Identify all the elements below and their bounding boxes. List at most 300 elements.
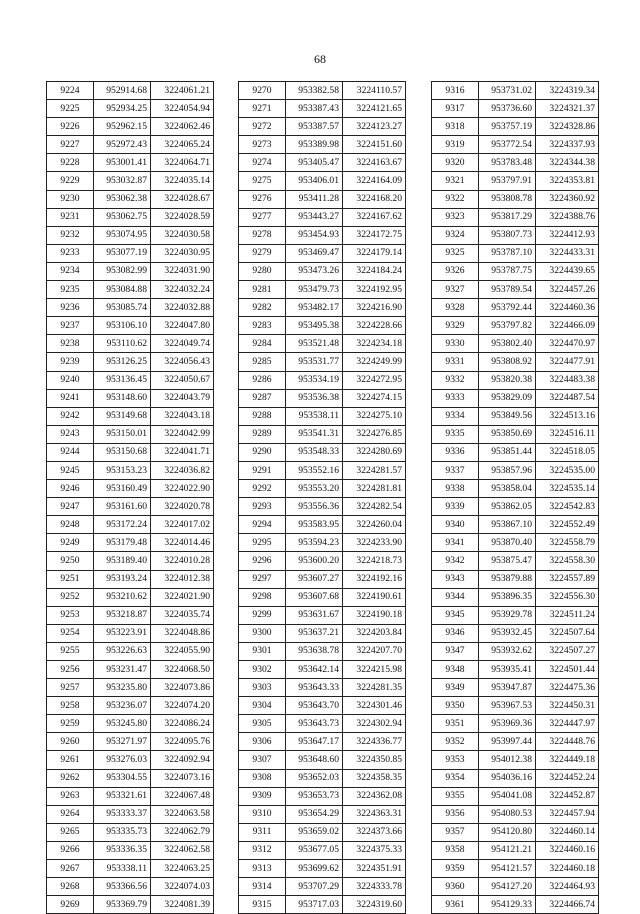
point-id-cell: 9334: [432, 407, 479, 425]
table-row: [47, 769, 214, 787]
x-coordinate-cell: 953335.73: [94, 823, 151, 841]
y-coordinate-cell: 3224184.24: [343, 262, 406, 280]
x-coordinate-cell: 953521.48: [286, 335, 343, 353]
table-row: [239, 299, 406, 317]
x-coordinate-cell: 953538.11: [286, 407, 343, 425]
x-coordinate-cell: 953707.29: [286, 878, 343, 896]
point-id-cell: 9269: [47, 896, 94, 914]
table-row: [47, 480, 214, 498]
point-id-cell: 9357: [432, 823, 479, 841]
table-row: [47, 244, 214, 262]
table-row: [239, 661, 406, 679]
y-coordinate-cell: 3224281.81: [343, 480, 406, 498]
table-row: [47, 516, 214, 534]
y-coordinate-cell: 3224450.31: [536, 697, 599, 715]
table-row: [47, 570, 214, 588]
y-coordinate-cell: 3224542.83: [536, 498, 599, 516]
point-id-cell: 9315: [239, 896, 286, 914]
x-coordinate-cell: 953652.03: [286, 769, 343, 787]
table-row: [432, 841, 599, 859]
table-row: [47, 353, 214, 371]
table-row: [432, 208, 599, 226]
y-coordinate-cell: 3224388.76: [536, 208, 599, 226]
x-coordinate-cell: 953469.47: [286, 244, 343, 262]
x-coordinate-cell: 953736.60: [479, 100, 536, 118]
coordinate-table-3: [431, 81, 599, 914]
table-row: [432, 552, 599, 570]
table-row: [239, 425, 406, 443]
x-coordinate-cell: 953807.73: [479, 226, 536, 244]
x-coordinate-cell: 954012.38: [479, 751, 536, 769]
x-coordinate-cell: 953336.35: [94, 841, 151, 859]
point-id-cell: 9254: [47, 624, 94, 642]
table-row: [432, 136, 599, 154]
x-coordinate-cell: 953153.23: [94, 461, 151, 479]
table-row: [432, 697, 599, 715]
point-id-cell: 9284: [239, 335, 286, 353]
point-id-cell: 9331: [432, 353, 479, 371]
x-coordinate-cell: 953271.97: [94, 733, 151, 751]
table-row: [239, 190, 406, 208]
y-coordinate-cell: 3224358.35: [343, 769, 406, 787]
point-id-cell: 9258: [47, 697, 94, 715]
point-id-cell: 9259: [47, 715, 94, 733]
y-coordinate-cell: 3224282.54: [343, 498, 406, 516]
x-coordinate-cell: 953387.57: [286, 118, 343, 136]
table-row: [432, 425, 599, 443]
y-coordinate-cell: 3224123.27: [343, 118, 406, 136]
point-id-cell: 9337: [432, 461, 479, 479]
table-row: [432, 389, 599, 407]
y-coordinate-cell: 3224095.76: [151, 733, 214, 751]
y-coordinate-cell: 3224344.38: [536, 154, 599, 172]
point-id-cell: 9294: [239, 516, 286, 534]
table-row: [239, 534, 406, 552]
y-coordinate-cell: 3224466.09: [536, 317, 599, 335]
x-coordinate-cell: 953797.91: [479, 172, 536, 190]
y-coordinate-cell: 3224275.10: [343, 407, 406, 425]
x-coordinate-cell: 953935.41: [479, 661, 536, 679]
y-coordinate-cell: 3224350.85: [343, 751, 406, 769]
table-row: [239, 100, 406, 118]
x-coordinate-cell: 953967.53: [479, 697, 536, 715]
x-coordinate-cell: 954127.20: [479, 878, 536, 896]
x-coordinate-cell: 953896.35: [479, 588, 536, 606]
point-id-cell: 9272: [239, 118, 286, 136]
point-id-cell: 9224: [47, 82, 94, 100]
y-coordinate-cell: 3224049.74: [151, 335, 214, 353]
x-coordinate-cell: 953867.10: [479, 516, 536, 534]
point-id-cell: 9247: [47, 498, 94, 516]
table-row: [239, 805, 406, 823]
y-coordinate-cell: 3224164.09: [343, 172, 406, 190]
table-row: [239, 642, 406, 660]
x-coordinate-cell: 953817.29: [479, 208, 536, 226]
table-row: [47, 733, 214, 751]
x-coordinate-cell: 953857.96: [479, 461, 536, 479]
x-coordinate-cell: 953276.03: [94, 751, 151, 769]
x-coordinate-cell: 952962.15: [94, 118, 151, 136]
point-id-cell: 9341: [432, 534, 479, 552]
point-id-cell: 9297: [239, 570, 286, 588]
x-coordinate-cell: 953032.87: [94, 172, 151, 190]
table-row: [432, 82, 599, 100]
table-row: [47, 371, 214, 389]
table-row: [47, 317, 214, 335]
y-coordinate-cell: 3224319.34: [536, 82, 599, 100]
point-id-cell: 9305: [239, 715, 286, 733]
y-coordinate-cell: 3224035.74: [151, 606, 214, 624]
x-coordinate-cell: 953600.20: [286, 552, 343, 570]
y-coordinate-cell: 3224475.36: [536, 679, 599, 697]
point-id-cell: 9302: [239, 661, 286, 679]
point-id-cell: 9352: [432, 733, 479, 751]
x-coordinate-cell: 953210.62: [94, 588, 151, 606]
x-coordinate-cell: 953653.73: [286, 787, 343, 805]
table-row: [432, 516, 599, 534]
x-coordinate-cell: 954121.57: [479, 860, 536, 878]
x-coordinate-cell: 953850.69: [479, 425, 536, 443]
x-coordinate-cell: 953757.19: [479, 118, 536, 136]
x-coordinate-cell: 953084.88: [94, 281, 151, 299]
table-row: [432, 588, 599, 606]
point-id-cell: 9282: [239, 299, 286, 317]
x-coordinate-cell: 953454.93: [286, 226, 343, 244]
point-id-cell: 9348: [432, 661, 479, 679]
point-id-cell: 9298: [239, 588, 286, 606]
point-id-cell: 9322: [432, 190, 479, 208]
y-coordinate-cell: 3224470.97: [536, 335, 599, 353]
y-coordinate-cell: 3224280.69: [343, 443, 406, 461]
x-coordinate-cell: 953858.04: [479, 480, 536, 498]
table-row: [239, 407, 406, 425]
y-coordinate-cell: 3224218.73: [343, 552, 406, 570]
table-row: [432, 443, 599, 461]
table-row: [47, 751, 214, 769]
y-coordinate-cell: 3224074.20: [151, 697, 214, 715]
table-row: [239, 570, 406, 588]
table-row: [47, 389, 214, 407]
y-coordinate-cell: 3224281.57: [343, 461, 406, 479]
point-id-cell: 9323: [432, 208, 479, 226]
y-coordinate-cell: 3224460.16: [536, 841, 599, 859]
point-id-cell: 9359: [432, 860, 479, 878]
x-coordinate-cell: 953789.54: [479, 281, 536, 299]
x-coordinate-cell: 953647.17: [286, 733, 343, 751]
table-row: [47, 606, 214, 624]
y-coordinate-cell: 3224074.03: [151, 878, 214, 896]
y-coordinate-cell: 3224048.86: [151, 624, 214, 642]
point-id-cell: 9299: [239, 606, 286, 624]
table-row: [239, 498, 406, 516]
point-id-cell: 9274: [239, 154, 286, 172]
point-id-cell: 9330: [432, 335, 479, 353]
table-row: [432, 118, 599, 136]
point-id-cell: 9267: [47, 860, 94, 878]
x-coordinate-cell: 953797.82: [479, 317, 536, 335]
x-coordinate-cell: 952914.68: [94, 82, 151, 100]
x-coordinate-cell: 953382.58: [286, 82, 343, 100]
y-coordinate-cell: 3224466.74: [536, 896, 599, 914]
table-row: [239, 679, 406, 697]
y-coordinate-cell: 3224518.05: [536, 443, 599, 461]
table-row: [432, 262, 599, 280]
y-coordinate-cell: 3224022.90: [151, 480, 214, 498]
y-coordinate-cell: 3224032.24: [151, 281, 214, 299]
y-coordinate-cell: 3224168.20: [343, 190, 406, 208]
point-id-cell: 9293: [239, 498, 286, 516]
point-id-cell: 9240: [47, 371, 94, 389]
y-coordinate-cell: 3224260.04: [343, 516, 406, 534]
table-row: [239, 860, 406, 878]
table-row: [47, 805, 214, 823]
point-id-cell: 9325: [432, 244, 479, 262]
y-coordinate-cell: 3224068.50: [151, 661, 214, 679]
y-coordinate-cell: 3224073.86: [151, 679, 214, 697]
table-row: [47, 697, 214, 715]
x-coordinate-cell: 953389.98: [286, 136, 343, 154]
point-id-cell: 9326: [432, 262, 479, 280]
y-coordinate-cell: 3224353.81: [536, 172, 599, 190]
x-coordinate-cell: 953473.26: [286, 262, 343, 280]
table-row: [47, 679, 214, 697]
table-row: [47, 624, 214, 642]
point-id-cell: 9252: [47, 588, 94, 606]
table-row: [432, 100, 599, 118]
point-id-cell: 9339: [432, 498, 479, 516]
table-row: [47, 661, 214, 679]
x-coordinate-cell: 953333.37: [94, 805, 151, 823]
x-coordinate-cell: 953161.60: [94, 498, 151, 516]
x-coordinate-cell: 953406.01: [286, 172, 343, 190]
point-id-cell: 9290: [239, 443, 286, 461]
x-coordinate-cell: 953304.55: [94, 769, 151, 787]
x-coordinate-cell: 953783.48: [479, 154, 536, 172]
table-row: [432, 461, 599, 479]
y-coordinate-cell: 3224412.93: [536, 226, 599, 244]
y-coordinate-cell: 3224020.78: [151, 498, 214, 516]
point-id-cell: 9345: [432, 606, 479, 624]
point-id-cell: 9304: [239, 697, 286, 715]
x-coordinate-cell: 953411.28: [286, 190, 343, 208]
point-id-cell: 9279: [239, 244, 286, 262]
table-row: [239, 841, 406, 859]
y-coordinate-cell: 3224556.30: [536, 588, 599, 606]
y-coordinate-cell: 3224557.89: [536, 570, 599, 588]
x-coordinate-cell: 953189.40: [94, 552, 151, 570]
table-row: [432, 624, 599, 642]
y-coordinate-cell: 3224375.33: [343, 841, 406, 859]
point-id-cell: 9262: [47, 769, 94, 787]
y-coordinate-cell: 3224056.43: [151, 353, 214, 371]
table-row: [47, 823, 214, 841]
y-coordinate-cell: 3224281.35: [343, 679, 406, 697]
x-coordinate-cell: 953150.01: [94, 425, 151, 443]
table-row: [239, 443, 406, 461]
table-row: [47, 498, 214, 516]
table-row: [47, 226, 214, 244]
point-id-cell: 9303: [239, 679, 286, 697]
point-id-cell: 9300: [239, 624, 286, 642]
y-coordinate-cell: 3224328.86: [536, 118, 599, 136]
table-row: [239, 154, 406, 172]
y-coordinate-cell: 3224030.95: [151, 244, 214, 262]
point-id-cell: 9278: [239, 226, 286, 244]
x-coordinate-cell: 953482.17: [286, 299, 343, 317]
point-id-cell: 9310: [239, 805, 286, 823]
table-row: [47, 461, 214, 479]
y-coordinate-cell: 3224110.57: [343, 82, 406, 100]
y-coordinate-cell: 3224452.24: [536, 769, 599, 787]
point-id-cell: 9349: [432, 679, 479, 697]
x-coordinate-cell: 953136.45: [94, 371, 151, 389]
x-coordinate-cell: 953495.38: [286, 317, 343, 335]
y-coordinate-cell: 3224319.60: [343, 896, 406, 914]
x-coordinate-cell: 953772.54: [479, 136, 536, 154]
x-coordinate-cell: 953338.11: [94, 860, 151, 878]
x-coordinate-cell: 953643.73: [286, 715, 343, 733]
y-coordinate-cell: 3224061.21: [151, 82, 214, 100]
y-coordinate-cell: 3224272.95: [343, 371, 406, 389]
y-coordinate-cell: 3224062.46: [151, 118, 214, 136]
x-coordinate-cell: 952934.25: [94, 100, 151, 118]
x-coordinate-cell: 953160.49: [94, 480, 151, 498]
x-coordinate-cell: 953405.47: [286, 154, 343, 172]
point-id-cell: 9281: [239, 281, 286, 299]
point-id-cell: 9324: [432, 226, 479, 244]
x-coordinate-cell: 953548.33: [286, 443, 343, 461]
x-coordinate-cell: 953731.02: [479, 82, 536, 100]
point-id-cell: 9329: [432, 317, 479, 335]
x-coordinate-cell: 953193.24: [94, 570, 151, 588]
point-id-cell: 9314: [239, 878, 286, 896]
x-coordinate-cell: 953829.09: [479, 389, 536, 407]
point-id-cell: 9249: [47, 534, 94, 552]
y-coordinate-cell: 3224333.78: [343, 878, 406, 896]
x-coordinate-cell: 953997.44: [479, 733, 536, 751]
table-row: [432, 317, 599, 335]
x-coordinate-cell: 953536.38: [286, 389, 343, 407]
x-coordinate-cell: 953223.91: [94, 624, 151, 642]
x-coordinate-cell: 953106.10: [94, 317, 151, 335]
y-coordinate-cell: 3224452.87: [536, 787, 599, 805]
table-row: [239, 516, 406, 534]
y-coordinate-cell: 3224030.58: [151, 226, 214, 244]
y-coordinate-cell: 3224064.71: [151, 154, 214, 172]
point-id-cell: 9343: [432, 570, 479, 588]
point-id-cell: 9292: [239, 480, 286, 498]
table-row: [47, 787, 214, 805]
x-coordinate-cell: 953862.05: [479, 498, 536, 516]
point-id-cell: 9243: [47, 425, 94, 443]
table-row: [239, 552, 406, 570]
x-coordinate-cell: 953947.87: [479, 679, 536, 697]
y-coordinate-cell: 3224460.18: [536, 860, 599, 878]
table-row: [239, 82, 406, 100]
x-coordinate-cell: 953110.62: [94, 335, 151, 353]
point-id-cell: 9231: [47, 208, 94, 226]
point-id-cell: 9286: [239, 371, 286, 389]
y-coordinate-cell: 3224439.65: [536, 262, 599, 280]
x-coordinate-cell: 953366.56: [94, 878, 151, 896]
y-coordinate-cell: 3224274.15: [343, 389, 406, 407]
y-coordinate-cell: 3224507.64: [536, 624, 599, 642]
point-id-cell: 9327: [432, 281, 479, 299]
y-coordinate-cell: 3224460.36: [536, 299, 599, 317]
table-row: [47, 425, 214, 443]
table-row: [239, 389, 406, 407]
y-coordinate-cell: 3224457.26: [536, 281, 599, 299]
y-coordinate-cell: 3224081.39: [151, 896, 214, 914]
point-id-cell: 9317: [432, 100, 479, 118]
point-id-cell: 9242: [47, 407, 94, 425]
point-id-cell: 9270: [239, 82, 286, 100]
y-coordinate-cell: 3224351.91: [343, 860, 406, 878]
x-coordinate-cell: 953387.43: [286, 100, 343, 118]
y-coordinate-cell: 3224067.48: [151, 787, 214, 805]
point-id-cell: 9285: [239, 353, 286, 371]
point-id-cell: 9235: [47, 281, 94, 299]
point-id-cell: 9289: [239, 425, 286, 443]
x-coordinate-cell: 953082.99: [94, 262, 151, 280]
y-coordinate-cell: 3224062.58: [151, 841, 214, 859]
point-id-cell: 9276: [239, 190, 286, 208]
point-id-cell: 9245: [47, 461, 94, 479]
table-row: [239, 624, 406, 642]
table-row: [432, 480, 599, 498]
x-coordinate-cell: 953179.48: [94, 534, 151, 552]
table-row: [239, 878, 406, 896]
point-id-cell: 9312: [239, 841, 286, 859]
y-coordinate-cell: 3224448.76: [536, 733, 599, 751]
y-coordinate-cell: 3224021.90: [151, 588, 214, 606]
y-coordinate-cell: 3224276.85: [343, 425, 406, 443]
table-row: [47, 281, 214, 299]
x-coordinate-cell: 953932.45: [479, 624, 536, 642]
x-coordinate-cell: 954080.53: [479, 805, 536, 823]
x-coordinate-cell: 953648.60: [286, 751, 343, 769]
y-coordinate-cell: 3224513.16: [536, 407, 599, 425]
y-coordinate-cell: 3224017.02: [151, 516, 214, 534]
y-coordinate-cell: 3224054.94: [151, 100, 214, 118]
y-coordinate-cell: 3224073.16: [151, 769, 214, 787]
y-coordinate-cell: 3224031.90: [151, 262, 214, 280]
y-coordinate-cell: 3224032.88: [151, 299, 214, 317]
table-row: [47, 154, 214, 172]
table-row: [47, 136, 214, 154]
point-id-cell: 9226: [47, 118, 94, 136]
y-coordinate-cell: 3224336.77: [343, 733, 406, 751]
y-coordinate-cell: 3224179.14: [343, 244, 406, 262]
x-coordinate-cell: 953150.68: [94, 443, 151, 461]
table-row: [432, 733, 599, 751]
table-row: [239, 751, 406, 769]
x-coordinate-cell: 953808.78: [479, 190, 536, 208]
x-coordinate-cell: 953321.61: [94, 787, 151, 805]
y-coordinate-cell: 3224302.94: [343, 715, 406, 733]
table-row: [432, 805, 599, 823]
y-coordinate-cell: 3224558.30: [536, 552, 599, 570]
x-coordinate-cell: 953531.77: [286, 353, 343, 371]
y-coordinate-cell: 3224321.37: [536, 100, 599, 118]
point-id-cell: 9239: [47, 353, 94, 371]
table-row: [47, 878, 214, 896]
y-coordinate-cell: 3224215.98: [343, 661, 406, 679]
point-id-cell: 9355: [432, 787, 479, 805]
table-row: [47, 335, 214, 353]
table-row: [47, 715, 214, 733]
x-coordinate-cell: 953638.78: [286, 642, 343, 660]
